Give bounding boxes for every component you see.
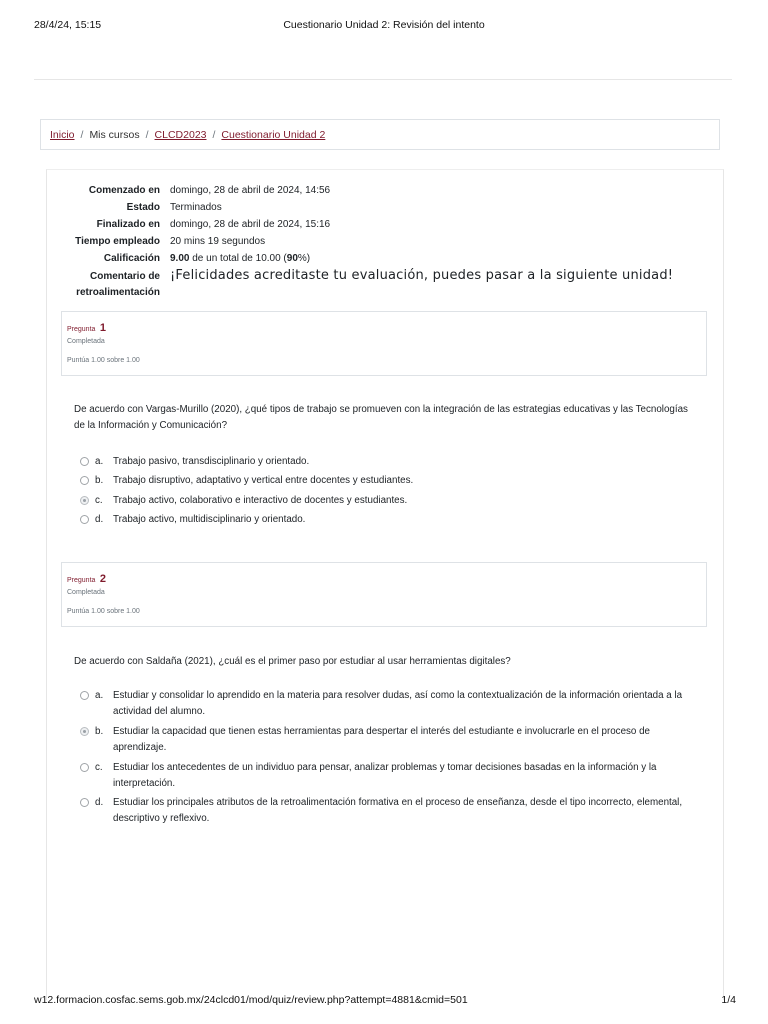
summary-label: Calificación bbox=[103, 253, 160, 264]
question-label: Pregunta bbox=[67, 326, 96, 333]
option-letter: a. bbox=[95, 690, 104, 701]
breadcrumb bbox=[40, 119, 720, 150]
summary-value: 20 mins 19 segundos bbox=[170, 236, 266, 247]
option-text: Estudiar y consolidar lo aprendido en la materia para resolver dudas, así como la contextualización de la información orientada a la actividad del alumno. bbox=[113, 690, 683, 717]
feedback-label-line-2: retroalimentación bbox=[76, 287, 160, 298]
breadcrumb-quiz-link[interactable]: Cuestionario Unidad 2 bbox=[221, 129, 326, 141]
radio-button[interactable] bbox=[80, 457, 89, 466]
option-letter: d. bbox=[95, 797, 104, 808]
summary-value: domingo, 28 de abril de 2024, 14:56 bbox=[170, 185, 331, 196]
print-title: Cuestionario Unidad 2: Revisión del intento bbox=[283, 19, 485, 31]
option-text: Estudiar los antecedentes de un individuo para pensar, analizar problemas y tomar decisiones basadas en la información y la interpretación. bbox=[113, 762, 657, 789]
option-letter: c. bbox=[95, 495, 103, 506]
option-text: Trabajo pasivo, transdisciplinario y orientado. bbox=[113, 456, 310, 467]
feedback-label-line-1: Comentario de bbox=[89, 271, 160, 282]
grade-total: de un total de 10.00 ( bbox=[192, 253, 287, 264]
grade-percent: 90 bbox=[286, 253, 298, 264]
radio-button[interactable] bbox=[80, 798, 89, 807]
option-text: Trabajo activo, colaborativo e interactivo de docentes y estudiantes. bbox=[113, 495, 408, 506]
summary-label: Tiempo empleado bbox=[75, 236, 160, 247]
radio-button-checked[interactable] bbox=[80, 727, 89, 736]
print-header bbox=[0, 0, 768, 40]
question-number: 1 bbox=[99, 322, 106, 334]
option-letter: b. bbox=[95, 475, 104, 486]
question-grade: Puntúa 1.00 sobre 1.00 bbox=[67, 357, 140, 364]
breadcrumb-mis-cursos: Mis cursos bbox=[89, 129, 140, 141]
summary-label: Comenzado en bbox=[88, 185, 160, 196]
option-text: Trabajo activo, multidisciplinario y orientado. bbox=[113, 514, 306, 525]
option-letter: b. bbox=[95, 726, 104, 737]
option-text: Estudiar los principales atributos de la retroalimentación formativa en el proceso de enseñanza, desde el tipo incorrecto, elemental, descriptivo y reflexivo. bbox=[113, 797, 683, 824]
option-letter: d. bbox=[95, 514, 104, 525]
breadcrumb-course-link[interactable]: CLCD2023 bbox=[154, 129, 207, 141]
radio-button[interactable] bbox=[80, 763, 89, 772]
question-label: Pregunta bbox=[67, 577, 96, 584]
option-text: Estudiar la capacidad que tienen estas herramientas para despertar el interés del estudiante e involucrarle en el proceso de aprendizaje. bbox=[113, 726, 650, 753]
breadcrumb-separator: / bbox=[145, 129, 149, 141]
question-number: 2 bbox=[99, 573, 106, 585]
grade-percent-end: %) bbox=[297, 253, 311, 264]
summary-row-feedback bbox=[0, 269, 700, 303]
question-state: Completada bbox=[67, 589, 105, 596]
question-text-1: De acuerdo con Vargas-Murillo (2020), ¿qué tipos de trabajo se promueven con la integración de las estrategias educativas y las Tecnologías de la Información y Comunicación? bbox=[74, 404, 688, 431]
breadcrumb-separator: / bbox=[212, 129, 216, 141]
summary-value: Terminados bbox=[170, 202, 222, 213]
option-text: Trabajo disruptivo, adaptativo y vertical entre docentes y estudiantes. bbox=[113, 475, 414, 486]
print-page-number: 1/4 bbox=[721, 994, 736, 1006]
option-letter: c. bbox=[95, 762, 103, 773]
question-info-1 bbox=[61, 311, 707, 376]
breadcrumb-separator: / bbox=[80, 129, 84, 141]
option-letter: a. bbox=[95, 456, 104, 467]
question-info-2 bbox=[61, 562, 707, 627]
divider bbox=[34, 79, 732, 80]
print-url: w12.formacion.cosfac.sems.gob.mx/24clcd01/mod/quiz/review.php?attempt=4881&cmid=501 bbox=[34, 994, 468, 1006]
grade-score: 9.00 bbox=[170, 253, 190, 264]
summary-value: domingo, 28 de abril de 2024, 15:16 bbox=[170, 219, 331, 230]
print-date: 28/4/24, 15:15 bbox=[34, 19, 102, 31]
summary-label bbox=[50, 269, 160, 301]
radio-button[interactable] bbox=[80, 476, 89, 485]
breadcrumb-inicio-link[interactable]: Inicio bbox=[50, 129, 75, 141]
question-text-2: De acuerdo con Saldaña (2021), ¿cuál es el primer paso por estudiar al usar herramientas digitales? bbox=[74, 656, 511, 667]
feedback-message: ¡Felicidades acreditaste tu evaluación, puedes pasar a la siguiente unidad! bbox=[170, 268, 674, 283]
radio-button[interactable] bbox=[80, 515, 89, 524]
summary-label: Estado bbox=[126, 202, 160, 213]
summary-label: Finalizado en bbox=[96, 219, 160, 230]
summary-value bbox=[170, 253, 310, 264]
radio-button[interactable] bbox=[80, 691, 89, 700]
question-state: Completada bbox=[67, 338, 105, 345]
question-grade: Puntúa 1.00 sobre 1.00 bbox=[67, 608, 140, 615]
radio-button-checked[interactable] bbox=[80, 496, 89, 505]
